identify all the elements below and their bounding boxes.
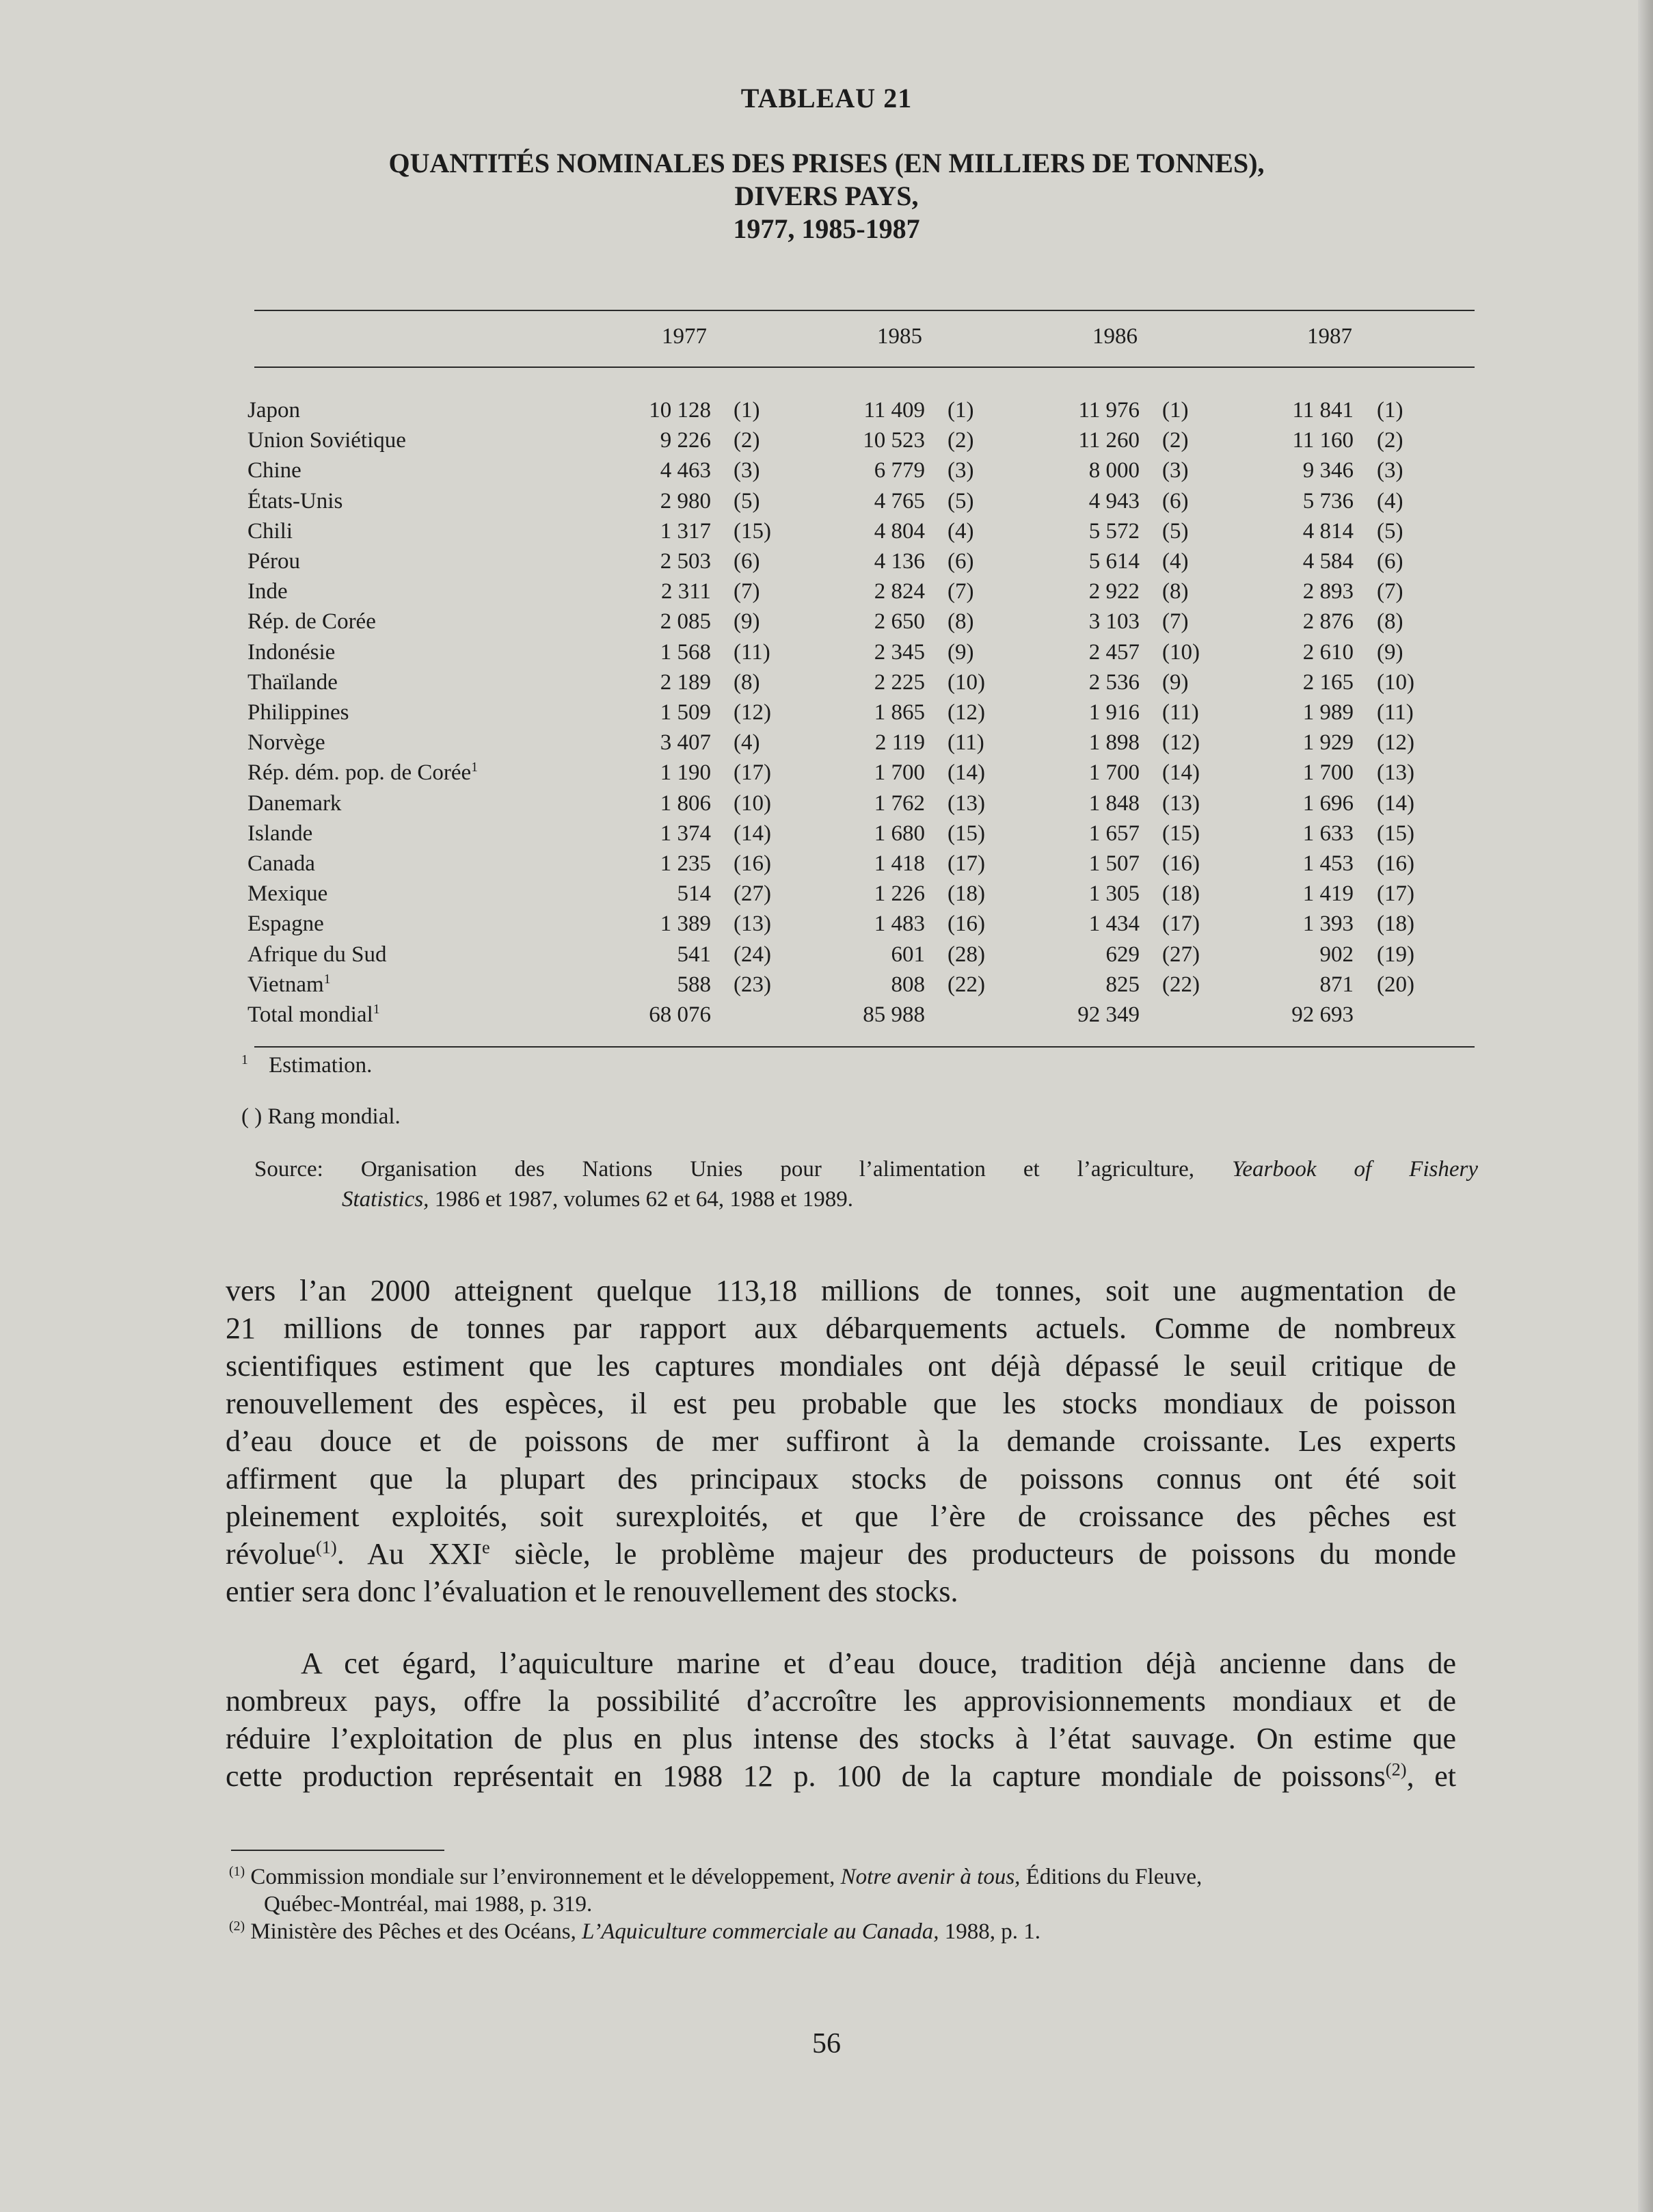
catch-value: 1 806 — [660, 790, 711, 816]
country-name — [247, 607, 376, 637]
source-tail: 1986 et 1987, volumes 62 et 64, 1988 et 1989. — [434, 1187, 853, 1212]
table-row — [0, 909, 1653, 939]
country-name — [247, 395, 300, 425]
world-rank: (3) — [1162, 458, 1189, 483]
country-label: Chili — [247, 518, 293, 544]
table-row — [0, 697, 1653, 728]
estimation-mark: 1 — [241, 1052, 248, 1067]
paragraph-line: renouvellement des espèces, il est peu probable que les stocks mondiaux de poisson — [226, 1387, 1456, 1420]
text-run: révolue — [226, 1537, 316, 1571]
table-row — [0, 818, 1653, 849]
country-label: Rép. de Corée — [247, 609, 376, 635]
catch-value: 1 929 — [1302, 730, 1354, 756]
page-number: 56 — [812, 2028, 841, 2060]
catch-value: 1 434 — [1088, 911, 1140, 937]
catch-value: 3 103 — [1088, 609, 1140, 635]
country-name — [247, 667, 338, 697]
catch-value: 1 848 — [1088, 790, 1140, 816]
country-name — [247, 486, 342, 516]
catch-value: 1 453 — [1302, 851, 1354, 876]
catch-value: 808 — [891, 972, 925, 997]
world-rank: (17) — [1162, 911, 1200, 937]
catch-value: 1 657 — [1088, 821, 1140, 846]
catch-value: 1 418 — [874, 851, 925, 876]
body-paragraph-2 — [226, 1644, 1456, 1682]
world-rank: (9) — [1162, 669, 1189, 695]
world-rank: (6) — [1377, 549, 1403, 574]
catch-value: 1 317 — [660, 518, 711, 544]
world-rank: (5) — [948, 488, 974, 514]
text-run: . Au XXI — [336, 1537, 483, 1571]
footnote-ref: (2) — [1385, 1759, 1407, 1780]
source-label: Source: — [254, 1157, 323, 1182]
country-name — [247, 970, 331, 1000]
world-rank: (22) — [1162, 972, 1200, 997]
country-label: Indonésie — [247, 639, 336, 665]
world-rank: (1) — [1162, 398, 1189, 423]
world-rank: (8) — [948, 609, 974, 635]
country-label: Japon — [247, 398, 300, 423]
catch-value: 1 700 — [1088, 760, 1140, 786]
world-rank: (15) — [734, 518, 771, 544]
catch-value: 10 523 — [863, 428, 925, 453]
country-name — [247, 516, 293, 546]
table-bottom-rule — [254, 1046, 1475, 1048]
world-rank: (2) — [948, 428, 974, 453]
catch-value: 4 136 — [874, 549, 925, 574]
world-rank: (2) — [1162, 428, 1189, 453]
table-row — [0, 576, 1653, 607]
catch-value: 2 922 — [1088, 579, 1140, 604]
catch-value: 11 160 — [1292, 428, 1354, 453]
catch-value: 1 916 — [1088, 700, 1140, 725]
year-header: 1985 — [877, 324, 922, 349]
catch-value: 4 765 — [874, 488, 925, 514]
year-header: 1977 — [662, 324, 707, 349]
world-rank: (7) — [1377, 579, 1403, 604]
country-label: Chine — [247, 458, 301, 483]
catch-value: 8 000 — [1088, 458, 1140, 483]
catch-value: 541 — [677, 942, 711, 967]
world-rank: (12) — [948, 700, 985, 725]
catch-value: 2 536 — [1088, 669, 1140, 695]
country-name — [247, 576, 288, 607]
world-rank: (9) — [1377, 639, 1403, 665]
world-rank: (10) — [1377, 669, 1414, 695]
catch-value: 2 650 — [874, 609, 925, 635]
source-title: Yearbook of Fishery — [1232, 1157, 1478, 1182]
table-row — [0, 849, 1653, 879]
catch-value: 629 — [1105, 942, 1140, 967]
world-rank: (10) — [1162, 639, 1200, 665]
catch-value: 2 311 — [660, 579, 711, 604]
footnote-text: Ministère des Pêches et des Océans, — [250, 1919, 576, 1944]
table-row — [0, 607, 1653, 637]
table-row — [0, 728, 1653, 758]
world-rank: (24) — [734, 942, 771, 967]
footnotes — [229, 1863, 1460, 1945]
catch-value: 1 509 — [660, 700, 711, 725]
catch-value: 825 — [1105, 972, 1140, 997]
catch-value: 2 893 — [1302, 579, 1354, 604]
catch-value: 2 225 — [874, 669, 925, 695]
catch-value: 1 568 — [660, 639, 711, 665]
world-rank: (4) — [1377, 488, 1403, 514]
country-label: Danemark — [247, 790, 342, 816]
footnote-title: Notre avenir à tous, — [840, 1865, 1021, 1889]
country-label: Philippines — [247, 700, 349, 725]
table-row — [0, 516, 1653, 546]
world-rank: (14) — [1162, 760, 1200, 786]
catch-value: 2 610 — [1302, 639, 1354, 665]
country-name — [247, 455, 301, 485]
footnote-ref: (1) — [315, 1536, 337, 1558]
year-header: 1987 — [1307, 324, 1352, 349]
world-rank: (15) — [1377, 821, 1414, 846]
estimation-text: Estimation. — [269, 1053, 373, 1078]
paragraph-line: pleinement exploités, soit surexploités, et que l’ère de croissance des pêches est — [226, 1500, 1456, 1533]
world-rank: (27) — [734, 881, 771, 907]
footnote-2 — [229, 1918, 1460, 1945]
paragraph-line: 21 millions de tonnes par rapport aux débarquements actuels. Comme de nombreux — [226, 1311, 1456, 1345]
world-rank: (12) — [1162, 730, 1200, 756]
country-label: Espagne — [247, 911, 324, 937]
world-rank: (2) — [1377, 428, 1403, 453]
paragraph-line: affirment que la plupart des principaux stocks de poissons connus ont été soit — [226, 1462, 1456, 1495]
table-row — [0, 879, 1653, 909]
catch-value: 92 349 — [1077, 1002, 1140, 1027]
world-rank: (8) — [734, 669, 760, 695]
catch-value: 2 085 — [660, 609, 711, 635]
world-rank: (6) — [948, 549, 974, 574]
country-label: Vietnam — [247, 972, 324, 997]
estimation-note — [241, 1053, 372, 1078]
world-rank: (18) — [1377, 911, 1414, 937]
catch-value: 4 804 — [874, 518, 925, 544]
paragraph-line: scientifiques estiment que les captures mondiales ont déjà dépassé le seuil critique de — [226, 1349, 1456, 1383]
catch-value: 902 — [1319, 942, 1354, 967]
catch-value: 5 736 — [1302, 488, 1354, 514]
catch-value: 11 409 — [863, 398, 925, 423]
table-header-rule — [254, 367, 1475, 368]
world-rank: (4) — [948, 518, 974, 544]
paragraph-line: entier sera donc l’évaluation et le renouvellement des stocks. — [226, 1575, 958, 1608]
country-label: Inde — [247, 579, 288, 604]
world-rank: (5) — [1377, 518, 1403, 544]
catch-value: 10 128 — [649, 398, 711, 423]
text-run: cette production représentait en 1988 12 p. 100 de la capture mondiale de poissons — [226, 1759, 1386, 1793]
catch-value: 1 633 — [1302, 821, 1354, 846]
world-rank: (1) — [948, 398, 974, 423]
country-label: Total mondial — [247, 1002, 373, 1027]
country-name — [247, 697, 349, 728]
world-rank: (4) — [1162, 549, 1189, 574]
table-row — [0, 455, 1653, 485]
catch-value: 1 507 — [1088, 851, 1140, 876]
catch-value: 2 503 — [660, 549, 711, 574]
country-name — [247, 909, 324, 939]
catch-value: 1 865 — [874, 700, 925, 725]
catch-value: 1 226 — [874, 881, 925, 907]
catch-value: 1 700 — [1302, 760, 1354, 786]
catch-value: 871 — [1319, 972, 1354, 997]
body-paragraph-2-cont — [226, 1682, 1456, 1795]
footnote-1 — [229, 1863, 1460, 1891]
world-rank: (10) — [734, 790, 771, 816]
estimation-mark: 1 — [373, 1002, 380, 1017]
footnote-mark: (2) — [229, 1919, 245, 1934]
footnote-mark: (1) — [229, 1864, 245, 1879]
table-row — [0, 1000, 1653, 1030]
table-row — [0, 970, 1653, 1000]
country-name — [247, 1000, 380, 1030]
country-name — [247, 546, 300, 576]
world-rank: (12) — [1377, 730, 1414, 756]
table-row — [0, 788, 1653, 818]
world-rank: (17) — [948, 851, 985, 876]
country-label: Canada — [247, 851, 315, 876]
rank-note: ( ) Rang mondial. — [241, 1104, 401, 1129]
world-rank: (22) — [948, 972, 985, 997]
world-rank: (13) — [948, 790, 985, 816]
table-title-line: 1977, 1985-1987 — [733, 213, 920, 244]
world-rank: (17) — [734, 760, 771, 786]
world-rank: (18) — [1162, 881, 1200, 907]
country-name — [247, 849, 315, 879]
footnote-text: 1988, p. 1. — [944, 1919, 1041, 1944]
country-name — [247, 728, 325, 758]
catch-value: 4 814 — [1302, 518, 1354, 544]
world-rank: (18) — [948, 881, 985, 907]
catch-value: 68 076 — [649, 1002, 711, 1027]
catch-value: 92 693 — [1291, 1002, 1354, 1027]
footnote-text: Éditions du Fleuve, — [1025, 1865, 1202, 1889]
catch-value: 2 119 — [874, 730, 925, 756]
country-name — [247, 758, 478, 788]
catch-value: 601 — [891, 942, 925, 967]
world-rank: (9) — [734, 609, 760, 635]
world-rank: (3) — [948, 458, 974, 483]
catch-value: 1 419 — [1302, 881, 1354, 907]
catch-value: 11 260 — [1078, 428, 1140, 453]
catch-value: 4 943 — [1088, 488, 1140, 514]
world-rank: (13) — [1377, 760, 1414, 786]
catch-value: 1 389 — [660, 911, 711, 937]
world-rank: (4) — [734, 730, 760, 756]
world-rank: (5) — [734, 488, 760, 514]
world-rank: (17) — [1377, 881, 1414, 907]
table-top-rule — [254, 310, 1475, 311]
world-rank: (7) — [1162, 609, 1189, 635]
country-label: Pérou — [247, 549, 300, 574]
estimation-mark: 1 — [471, 760, 479, 775]
page-edge-shadow — [1638, 0, 1653, 2212]
paragraph-line — [226, 1535, 1456, 1573]
country-label: Thaïlande — [247, 669, 338, 695]
country-label: Islande — [247, 821, 313, 846]
catch-value: 2 980 — [660, 488, 711, 514]
table-row — [0, 486, 1653, 516]
catch-value: 4 584 — [1302, 549, 1354, 574]
text-run: , et — [1406, 1759, 1456, 1793]
paragraph-line: vers l’an 2000 atteignent quelque 113,18 millions de tonnes, soit une augmentation de — [226, 1274, 1456, 1307]
world-rank: (28) — [948, 942, 985, 967]
world-rank: (15) — [1162, 821, 1200, 846]
catch-value: 514 — [677, 881, 711, 907]
table-row — [0, 637, 1653, 667]
paragraph-line: A cet égard, l’aquiculture marine et d’eau douce, tradition déjà ancienne dans de — [301, 1647, 1456, 1680]
source-line — [254, 1184, 1478, 1214]
catch-value: 11 976 — [1078, 398, 1140, 423]
world-rank: (16) — [948, 911, 985, 937]
country-label: Rép. dém. pop. de Corée — [247, 760, 472, 786]
world-rank: (23) — [734, 972, 771, 997]
world-rank: (9) — [948, 639, 974, 665]
footnote-title: L’Aquiculture commerciale au Canada, — [582, 1919, 939, 1944]
world-rank: (6) — [734, 549, 760, 574]
world-rank: (11) — [948, 730, 984, 756]
catch-value: 2 876 — [1302, 609, 1354, 635]
body-paragraph-1 — [226, 1272, 1456, 1610]
footnote-rule — [231, 1850, 444, 1851]
country-label: États-Unis — [247, 488, 343, 514]
catch-value: 6 779 — [874, 458, 925, 483]
catch-value: 1 190 — [660, 760, 711, 786]
catch-value: 1 374 — [660, 821, 711, 846]
country-name — [247, 818, 312, 849]
world-rank: (16) — [1377, 851, 1414, 876]
world-rank: (20) — [1377, 972, 1414, 997]
paragraph-line — [226, 1757, 1456, 1795]
world-rank: (11) — [1162, 700, 1199, 725]
country-name — [247, 940, 386, 970]
catch-value: 1 700 — [874, 760, 925, 786]
country-label: Afrique du Sud — [247, 942, 387, 967]
world-rank: (3) — [734, 458, 760, 483]
world-rank: (27) — [1162, 942, 1200, 967]
world-rank: (2) — [734, 428, 760, 453]
world-rank: (3) — [1377, 458, 1403, 483]
century-suffix: e — [482, 1536, 490, 1558]
catch-value: 2 824 — [874, 579, 925, 604]
catch-value: 3 407 — [660, 730, 711, 756]
world-rank: (5) — [1162, 518, 1189, 544]
catch-value: 1 235 — [660, 851, 711, 876]
paragraph-line: d’eau douce et de poissons de mer suffiront à la demande croissante. Les experts — [226, 1424, 1456, 1458]
country-label: Mexique — [247, 881, 328, 907]
source-title: Statistics, — [342, 1187, 429, 1212]
table-title-line: QUANTITÉS NOMINALES DES PRISES (EN MILLIERS DE TONNES), — [388, 148, 1265, 178]
catch-value: 9 346 — [1302, 458, 1354, 483]
table-row — [0, 940, 1653, 970]
catch-value: 1 393 — [1302, 911, 1354, 937]
source-line — [254, 1154, 1478, 1184]
catch-value: 11 841 — [1292, 398, 1354, 423]
catch-value: 9 226 — [660, 428, 711, 453]
world-rank: (10) — [948, 669, 985, 695]
world-rank: (19) — [1377, 942, 1414, 967]
world-rank: (16) — [734, 851, 771, 876]
catch-value: 5 572 — [1088, 518, 1140, 544]
catch-value: 1 989 — [1302, 700, 1354, 725]
catch-value: 85 988 — [863, 1002, 925, 1027]
world-rank: (13) — [1162, 790, 1200, 816]
country-label: Union Soviétique — [247, 428, 406, 453]
world-rank: (8) — [1377, 609, 1403, 635]
world-rank: (12) — [734, 700, 771, 725]
footnote-1-cont: Québec-Montréal, mai 1988, p. 319. — [264, 1892, 593, 1917]
catch-value: 1 898 — [1088, 730, 1140, 756]
country-name — [247, 788, 341, 818]
catch-value: 2 345 — [874, 639, 925, 665]
table-row — [0, 425, 1653, 455]
table-title-line: DIVERS PAYS, — [734, 181, 919, 211]
world-rank: (14) — [1377, 790, 1414, 816]
table-row — [0, 667, 1653, 697]
table-row — [0, 758, 1653, 788]
country-name — [247, 879, 327, 909]
catch-value: 2 165 — [1302, 669, 1354, 695]
world-rank: (8) — [1162, 579, 1189, 604]
country-name — [247, 425, 406, 455]
paragraph-line: nombreux pays, offre la possibilité d’accroître les approvisionnements mondiaux et de — [226, 1684, 1456, 1718]
world-rank: (7) — [948, 579, 974, 604]
catch-value: 1 696 — [1302, 790, 1354, 816]
source-note — [254, 1154, 1478, 1214]
table-row — [0, 395, 1653, 425]
world-rank: (7) — [734, 579, 760, 604]
world-rank: (14) — [948, 760, 985, 786]
world-rank: (16) — [1162, 851, 1200, 876]
estimation-mark: 1 — [323, 971, 331, 987]
catch-value: 1 305 — [1088, 881, 1140, 907]
world-rank: (14) — [734, 821, 771, 846]
catch-value: 4 463 — [660, 458, 711, 483]
paragraph-line: réduire l’exploitation de plus en plus intense des stocks à l’état sauvage. On estime que — [226, 1722, 1456, 1755]
world-rank: (11) — [734, 639, 770, 665]
catch-value: 1 483 — [874, 911, 925, 937]
world-rank: (6) — [1162, 488, 1189, 514]
catch-value: 1 762 — [874, 790, 925, 816]
table-title — [0, 147, 1653, 245]
country-name — [247, 637, 335, 667]
table-number: TABLEAU 21 — [740, 83, 913, 114]
table-row — [0, 546, 1653, 576]
country-label: Norvège — [247, 730, 325, 756]
catch-value: 2 189 — [660, 669, 711, 695]
world-rank: (15) — [948, 821, 985, 846]
year-header: 1986 — [1092, 324, 1138, 349]
catch-value: 2 457 — [1088, 639, 1140, 665]
catch-value: 1 680 — [874, 821, 925, 846]
world-rank: (13) — [734, 911, 771, 937]
catch-value: 588 — [677, 972, 711, 997]
world-rank: (1) — [734, 398, 760, 423]
world-rank: (1) — [1377, 398, 1403, 423]
catch-value: 5 614 — [1088, 549, 1140, 574]
footnote-text: Commission mondiale sur l’environnement et le développement, — [250, 1865, 835, 1889]
text-run: siècle, le problème majeur des producteurs de poissons du monde — [489, 1537, 1456, 1571]
source-text: Organisation des Nations Unies pour l’alimentation et l’agriculture, — [360, 1157, 1195, 1182]
world-rank: (11) — [1377, 700, 1414, 725]
